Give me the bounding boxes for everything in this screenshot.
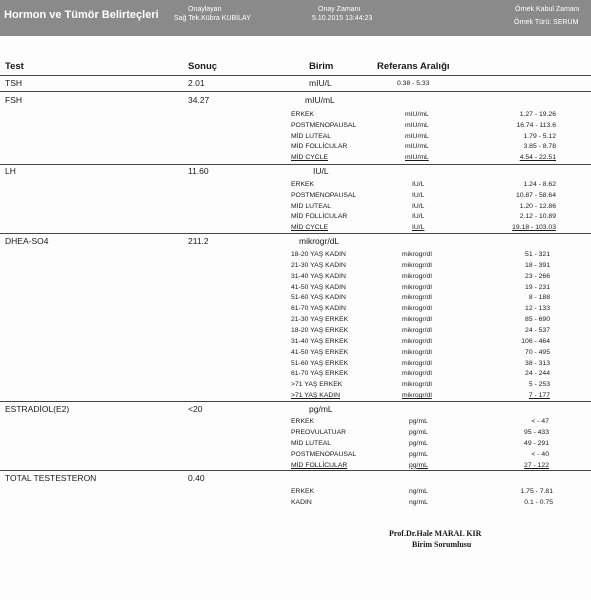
ref-row-label: MİD LUTEAL — [291, 132, 332, 140]
ref-row-range: 95 - 433 — [524, 428, 549, 436]
ref-row-unit: pg/mL — [409, 450, 428, 458]
ref-row-unit: mikrogr/dl — [402, 370, 432, 378]
ref-row-label: >71 YAŞ ERKEK — [291, 381, 343, 389]
header-divider — [0, 75, 591, 76]
ref-row-range: 5 - 253 — [528, 381, 550, 389]
row-divider — [0, 164, 591, 165]
ref-row-range: 23 - 266 — [525, 272, 550, 280]
ref-row-label: ERKEK — [291, 111, 315, 118]
ref-row-range: 1.20 - 12.86 — [519, 202, 556, 210]
ref-row-range: 51 - 321 — [525, 251, 550, 258]
ref-row-range: 1.27 - 19.26 — [519, 111, 556, 118]
ref-row-label: 31-40 YAŞ ERKEK — [291, 337, 349, 345]
test-name: DHEA-SO4 — [5, 236, 49, 246]
ref-row-unit: mikrogr/dl — [402, 392, 432, 400]
ref-row-label: POSTMENOPAUSAL — [291, 450, 357, 458]
ref-row-unit: mikrogr/dl — [402, 251, 432, 258]
test-unit: mIU/mL — [305, 95, 335, 105]
col-reference: Referans Aralığı — [377, 61, 450, 72]
test-name: TSH — [5, 78, 22, 88]
ref-row-unit: pg/mL — [409, 439, 428, 447]
row-divider — [0, 91, 591, 92]
test-unit: mikrogr/dL — [299, 236, 340, 246]
ref-row-unit: IU/L — [412, 213, 425, 221]
approver-label: Onaylayan — [188, 6, 222, 13]
ref-row-range: 19 - 231 — [525, 283, 550, 291]
approval-time-value: 5.10.2015 13:44:23 — [312, 15, 373, 22]
ref-row-unit: IU/L — [412, 191, 425, 199]
ref-row-label: MİD FOLLİCULAR — [291, 213, 348, 221]
test-reference: 0.38 - 5.33 — [397, 80, 430, 87]
ref-row-range: 106 - 464 — [521, 337, 550, 345]
ref-row-label: PREOVULATUAR — [291, 428, 347, 436]
ref-row-range: 1.75 - 7.81 — [520, 488, 553, 495]
test-result: 0.40 — [188, 473, 205, 483]
signature-name: Prof.Dr.Hale MARAL KIR — [389, 529, 482, 538]
ref-row-unit: mIU/mL — [405, 143, 429, 151]
ref-row-unit: mIU/mL — [405, 111, 429, 118]
ref-row-unit: IU/L — [412, 181, 425, 188]
ref-row-range: 12 - 133 — [525, 305, 550, 313]
ref-row-label: POSTMENOPAUSAL — [291, 121, 357, 129]
ref-row-range: < - 47 — [531, 418, 549, 425]
ref-row-label: 61-70 YAŞ KADIN — [291, 305, 346, 313]
ref-row-unit: mikrogr/dl — [402, 294, 432, 302]
ref-row-range: 16.74 - 113.6 — [516, 121, 556, 129]
ref-row-unit: mikrogr/dl — [402, 348, 432, 356]
approver-value: Sağ Tek.Kübra KUBİLAY — [174, 15, 251, 22]
test-result: 211.2 — [188, 236, 209, 246]
ref-row-label: ERKEK — [291, 418, 315, 425]
ref-row-label: MİD CYCLE — [291, 154, 329, 162]
ref-row-range: 1.79 - 5.12 — [523, 132, 556, 140]
col-unit: Birim — [309, 61, 334, 72]
ref-row-unit: mikrogr/dl — [402, 326, 432, 334]
ref-row-range: 27 - 122 — [524, 461, 549, 469]
test-unit: mIU/L — [309, 78, 332, 88]
ref-row-label: ERKEK — [291, 488, 315, 495]
row-divider — [0, 470, 591, 471]
ref-row-unit: mIU/mL — [405, 132, 429, 140]
test-result: 11.60 — [188, 166, 209, 176]
ref-row-label: MİD LUTEAL — [291, 202, 332, 210]
sample-type-label: Örnek Türü: SERUM — [514, 19, 579, 26]
ref-row-label: 18-20 YAŞ ERKEK — [291, 326, 349, 334]
test-name: FSH — [5, 95, 22, 105]
ref-row-unit: mIU/mL — [405, 121, 429, 129]
ref-row-label: 51-60 YAŞ ERKEK — [291, 359, 349, 367]
ref-row-label: 61-70 YAŞ ERKEK — [291, 370, 349, 378]
col-test: Test — [5, 61, 24, 72]
ref-row-range: 19.18 - 103.03 — [512, 224, 556, 232]
ref-row-unit: mikrogr/dl — [402, 337, 432, 345]
ref-row-label: 21-30 YAŞ ERKEK — [291, 316, 349, 324]
ref-row-unit: mikrogr/dl — [402, 283, 432, 291]
ref-row-range: 24 - 537 — [525, 326, 550, 334]
ref-row-range: < - 40 — [531, 450, 549, 458]
ref-row-unit: mikrogr/dl — [402, 316, 432, 324]
ref-row-unit: pg/mL — [409, 461, 428, 469]
test-name: ESTRADİOL(E2) — [5, 404, 70, 414]
ref-row-unit: pg/mL — [409, 428, 428, 436]
ref-row-range: 1.24 - 8.62 — [523, 181, 556, 188]
ref-row-label: 21-30 YAŞ KADIN — [291, 261, 346, 269]
ref-row-range: 70 - 495 — [525, 348, 550, 356]
ref-row-range: 38 - 313 — [525, 359, 550, 367]
ref-row-label: 31-40 YAŞ KADIN — [291, 272, 346, 280]
ref-row-range: 4.54 - 22.51 — [519, 154, 556, 162]
ref-row-label: 41-50 YAŞ KADIN — [291, 283, 346, 291]
test-unit: IU/L — [313, 166, 329, 176]
ref-row-label: >71 YAŞ KADIN — [291, 392, 341, 400]
test-result: 2.01 — [188, 78, 205, 88]
ref-row-unit: mikrogr/dl — [402, 305, 432, 313]
signature-role: Birim Sorumlusu — [412, 540, 472, 549]
ref-row-range: 18 - 391 — [525, 261, 550, 269]
ref-row-unit: ng/mL — [409, 499, 428, 506]
ref-row-label: MİD CYCLE — [291, 224, 329, 232]
test-unit: pg/mL — [309, 404, 333, 414]
ref-row-unit: mikrogr/dl — [402, 359, 432, 367]
ref-row-range: 49 - 291 — [524, 439, 549, 447]
test-result: 34.27 — [188, 95, 210, 105]
ref-row-range: 7 - 177 — [528, 392, 550, 400]
ref-row-label: MİD FOLLİCULAR — [291, 461, 348, 469]
ref-row-label: MİD LUTEAL — [291, 439, 332, 447]
ref-row-unit: mikrogr/dl — [402, 381, 432, 389]
ref-row-unit: IU/L — [412, 224, 425, 232]
ref-row-unit: IU/L — [412, 202, 425, 210]
ref-row-range: 85 - 690 — [525, 316, 550, 324]
test-name: LH — [5, 166, 16, 176]
ref-row-label: POSTMENOPAUSAL — [291, 191, 357, 199]
ref-row-unit: mIU/mL — [405, 154, 429, 162]
approval-time-label: Onay Zamanı — [318, 6, 361, 13]
ref-row-range: 10.87 - 58.64 — [515, 191, 556, 199]
row-divider — [0, 233, 591, 234]
report-title: Hormon ve Tümör Belirteçleri — [4, 9, 159, 21]
ref-row-unit: mikrogr/dl — [402, 261, 432, 269]
ref-row-unit: mikrogr/dl — [402, 272, 432, 280]
row-divider — [0, 401, 591, 402]
ref-row-range: 2.12 - 10.89 — [519, 213, 556, 221]
test-result: <20 — [188, 404, 203, 414]
ref-row-label: KADIN — [291, 499, 312, 506]
report-header — [0, 0, 591, 36]
col-result: Sonuç — [188, 61, 218, 72]
sample-accept-time-label: Örnek Kabul Zamanı — [515, 6, 580, 13]
ref-row-unit: ng/mL — [409, 488, 428, 495]
ref-row-label: 41-50 YAŞ ERKEK — [291, 348, 349, 356]
ref-row-label: MİD FOLLİCULAR — [291, 143, 348, 151]
ref-row-range: 0.1 - 0.75 — [524, 499, 553, 506]
ref-row-label: ERKEK — [291, 181, 315, 188]
ref-row-unit: pg/mL — [409, 418, 428, 425]
ref-row-label: 18-20 YAŞ KADIN — [291, 251, 346, 258]
ref-row-range: 8 - 188 — [528, 294, 550, 302]
ref-row-range: 24 - 244 — [525, 370, 550, 378]
ref-row-label: 51-60 YAŞ KADIN — [291, 294, 346, 302]
test-name: TOTAL TESTESTERON — [5, 473, 97, 483]
ref-row-range: 3.85 - 8.78 — [523, 143, 556, 151]
